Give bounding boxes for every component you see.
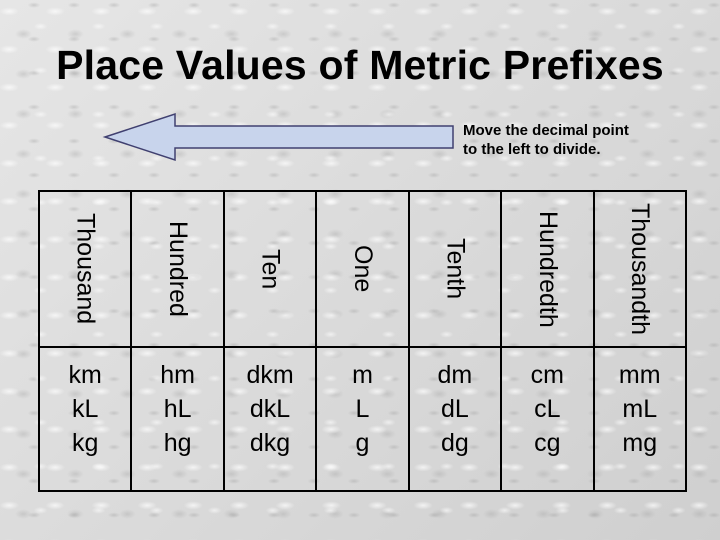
unit-mass: dkg (249, 429, 291, 457)
unit-mass: kg (72, 429, 99, 457)
instruction-line-2: to the left to divide. (463, 141, 601, 158)
unit-mass: g (355, 429, 370, 457)
instruction-note (463, 121, 713, 159)
column-hundred (132, 192, 224, 490)
unit-mass: cg (534, 429, 561, 457)
unit-volume: kL (72, 395, 99, 423)
column-heading: Tenth (441, 238, 470, 300)
unit-volume: dkL (249, 395, 291, 423)
column-one (317, 192, 409, 490)
column-heading: One (348, 245, 377, 293)
column-thousandth (595, 192, 685, 490)
unit-volume: L (355, 395, 370, 423)
unit-volume: dL (440, 395, 469, 423)
column-heading: Thousandth (626, 202, 655, 336)
column-ten (225, 192, 317, 490)
unit-length: mm (618, 361, 661, 389)
page-title: Place Values of Metric Prefixes (56, 42, 664, 88)
unit-mass: mg (622, 429, 658, 457)
unit-length: cm (530, 361, 564, 389)
unit-volume: hL (163, 395, 192, 423)
column-heading: Ten (256, 248, 285, 290)
column-heading: Hundred (164, 221, 193, 317)
column-tenth (410, 192, 502, 490)
unit-volume: mL (622, 395, 658, 423)
unit-length: m (352, 361, 373, 389)
instruction-line-1: Move the decimal point (463, 122, 629, 139)
column-heading: Thousand (71, 213, 100, 325)
prefix-table (38, 190, 687, 492)
left-arrow-icon (102, 112, 457, 162)
unit-length: hm (160, 361, 195, 389)
unit-mass: dg (440, 429, 469, 457)
unit-mass: hg (163, 429, 192, 457)
column-heading: Hundredth (533, 210, 562, 328)
column-hundredth (502, 192, 594, 490)
column-thousand (40, 192, 132, 490)
unit-length: km (68, 361, 102, 389)
unit-volume: cL (534, 395, 561, 423)
unit-length: dm (437, 361, 473, 389)
unit-length: dkm (246, 361, 294, 389)
